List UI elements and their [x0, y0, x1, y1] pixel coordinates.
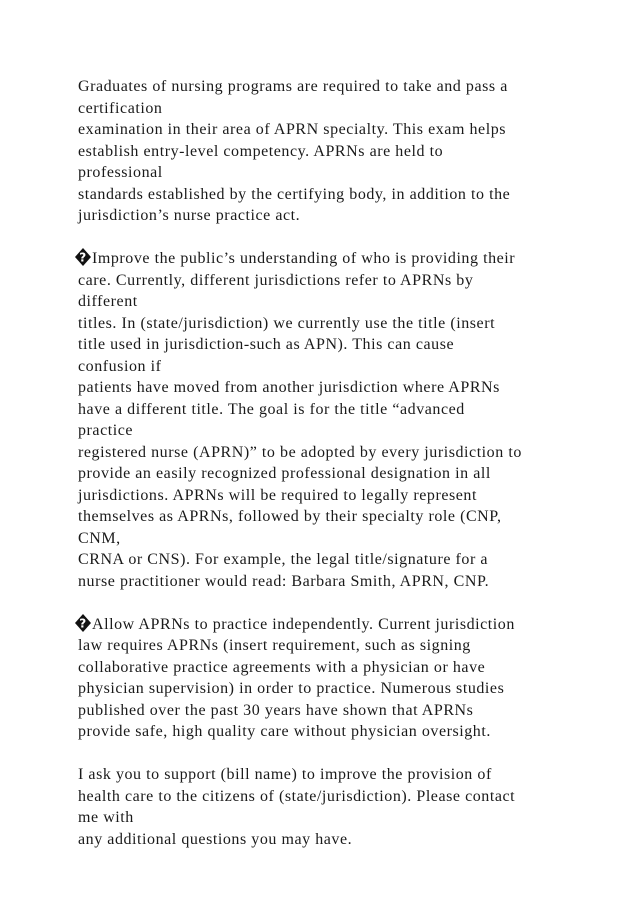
- document-body: [78, 76, 578, 850]
- text-line: I ask you to support (bill name) to improve the provision of: [78, 766, 492, 783]
- text-line: collaborative practice agreements with a physician or have: [78, 658, 486, 676]
- text-line: physician supervision) in order to practice. Numerous studies: [78, 680, 505, 697]
- paragraph-certification: [78, 76, 578, 227]
- text-line: certification: [78, 99, 163, 117]
- text-line: CNM,: [78, 529, 121, 547]
- text-line: me with: [78, 809, 134, 826]
- text-line: jurisdiction’s nurse practice act.: [78, 207, 301, 224]
- paragraph-closing-request: [78, 764, 578, 850]
- bullet-line: [78, 614, 578, 636]
- paragraph-spacer: [78, 227, 578, 249]
- text-line: professional: [78, 164, 163, 181]
- text-line: law requires APRNs (insert requirement, such as signing: [78, 637, 471, 654]
- paragraph-spacer: [78, 592, 578, 614]
- paragraph-spacer: [78, 743, 578, 765]
- text-line: CRNA or CNS). For example, the legal title/signature for a: [78, 551, 489, 568]
- paragraph-independent-practice: [78, 614, 578, 743]
- paragraph-title-understanding: [78, 248, 578, 592]
- text-line: titles. In (state/jurisdiction) we currently use the title (insert: [78, 314, 496, 332]
- text-line: establish entry-level competency. APRNs are held to: [78, 142, 444, 160]
- text-line: have a different title. The goal is for the title “advanced: [78, 400, 465, 418]
- text-line: jurisdictions. APRNs will be required to legally represent: [78, 486, 477, 504]
- svg-text:?: ?: [79, 250, 87, 265]
- text-line: care. Currently, different jurisdictions refer to APRNs by: [78, 271, 474, 289]
- text-line: practice: [78, 422, 134, 439]
- text-line: published over the past 30 years have shown that APRNs: [78, 701, 474, 719]
- bullet-line: [78, 248, 578, 270]
- svg-text:?: ?: [79, 616, 87, 630]
- text-line: title used in jurisdiction-such as APN). This can cause: [78, 336, 455, 353]
- text-line: Allow APRNs to practice independently. Current jurisdiction: [92, 615, 515, 633]
- text-line: Improve the public’s understanding of who is providing their: [92, 250, 516, 267]
- text-line: nurse practitioner would read: Barbara Smith, APRN, CNP.: [78, 572, 490, 590]
- text-line: different: [78, 293, 138, 310]
- text-line: any additional questions you may have.: [78, 830, 353, 848]
- text-line: themselves as APRNs, followed by their specialty role (CNP,: [78, 508, 502, 525]
- text-line: confusion if: [78, 357, 162, 375]
- text-line: health care to the citizens of (state/jurisdiction). Please contact: [78, 787, 516, 805]
- text-line: registered nurse (APRN)” to be adopted by every jurisdiction to: [78, 443, 522, 461]
- replacement-character-icon: [75, 614, 91, 632]
- text-line: provide an easily recognized professional designation in all: [78, 465, 491, 482]
- text-line: Graduates of nursing programs are required to take and pass a: [78, 78, 508, 95]
- text-line: examination in their area of APRN specialty. This exam helps: [78, 121, 507, 138]
- text-line: provide safe, high quality care without physician oversight.: [78, 723, 491, 740]
- replacement-character-icon: [75, 248, 91, 266]
- text-line: standards established by the certifying body, in addition to the: [78, 185, 511, 203]
- text-line: patients have moved from another jurisdiction where APRNs: [78, 379, 500, 396]
